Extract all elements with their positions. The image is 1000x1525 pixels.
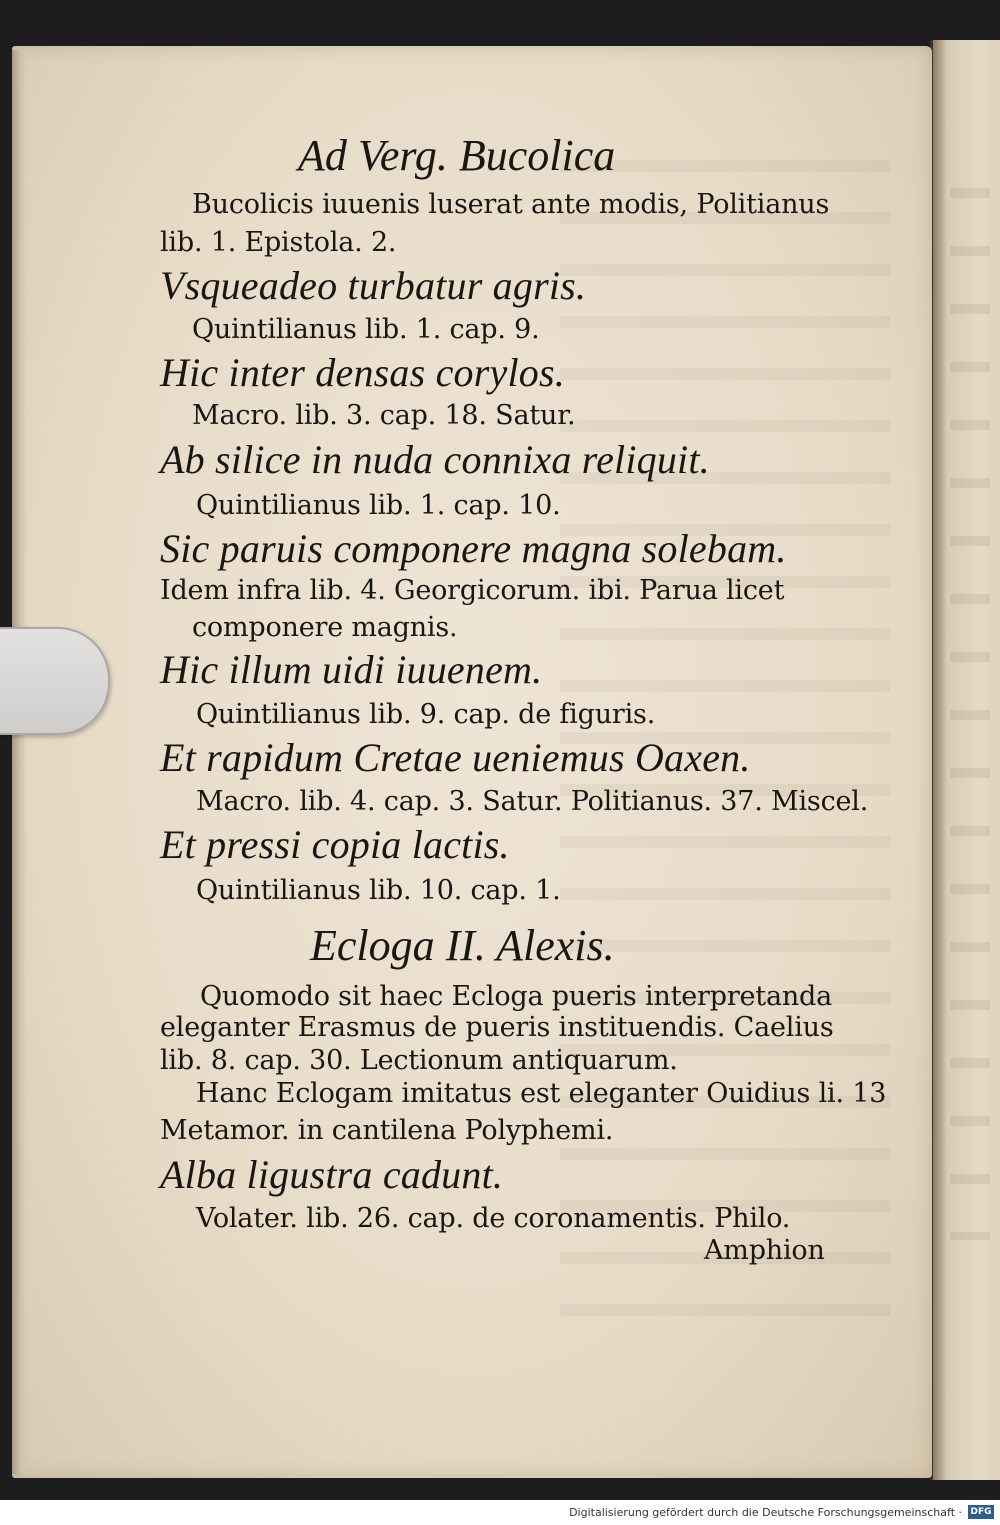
text-line: Hanc Eclogam imitatus est eleganter Ouidius li. 13 (196, 1078, 887, 1109)
text-line: Quintilianus lib. 1. cap. 9. (192, 314, 540, 345)
adjacent-page-bleed (950, 140, 990, 1240)
lemma-line: Alba ligustra cadunt. (160, 1152, 504, 1197)
lemma-line: Et rapidum Cretae ueniemus Oaxen. (160, 735, 751, 780)
text-line: lib. 1. Epistola. 2. (160, 227, 397, 258)
lemma-line: Vsqueadeo turbatur agris. (160, 263, 587, 308)
lemma-line: Hic illum uidi iuuenem. (160, 647, 543, 692)
lemma-line: Sic paruis componere magna solebam. (160, 526, 787, 571)
text-line: componere magnis. (192, 612, 458, 643)
text-line: Metamor. in cantilena Polyphemi. (160, 1115, 614, 1146)
text-line: Volater. lib. 26. cap. de coronamentis. Philo. (196, 1203, 791, 1234)
text-line: Quintilianus lib. 9. cap. de figuris. (196, 699, 656, 730)
footer-credit: Digitalisierung gefördert durch die Deutsche Forschungsgemeinschaft · (569, 1506, 962, 1519)
text-line: Bucolicis iuuenis luserat ante modis, Politianus (192, 189, 830, 220)
text-line: eleganter Erasmus de pueris instituendis. Caelius (160, 1012, 834, 1043)
text-line: Quintilianus lib. 10. cap. 1. (196, 875, 561, 906)
text-line: Macro. lib. 4. cap. 3. Satur. Politianus. 37. Miscel. (196, 786, 869, 817)
lemma-line: Hic inter densas corylos. (160, 350, 565, 395)
bookmark-tab (0, 627, 110, 735)
text-line: Quomodo sit haec Ecloga pueris interpretanda (200, 981, 833, 1012)
heading-ad-verg: Ad Verg. Bucolica (298, 131, 616, 180)
dfg-logo-icon: DFG (968, 1505, 994, 1519)
lemma-line: Ab silice in nuda connixa reliquit. (160, 437, 710, 482)
text-line: Quintilianus lib. 1. cap. 10. (196, 490, 561, 521)
text-line: Macro. lib. 3. cap. 18. Satur. (192, 400, 576, 431)
text-line: Idem infra lib. 4. Georgicorum. ibi. Parua licet (160, 575, 785, 606)
page-left-edge (12, 50, 26, 1474)
catchword: Amphion (704, 1235, 825, 1266)
text-line: lib. 8. cap. 30. Lectionum antiquarum. (160, 1045, 678, 1076)
heading-ecloga: Ecloga II. Alexis. (310, 921, 615, 970)
lemma-line: Et pressi copia lactis. (160, 822, 510, 867)
